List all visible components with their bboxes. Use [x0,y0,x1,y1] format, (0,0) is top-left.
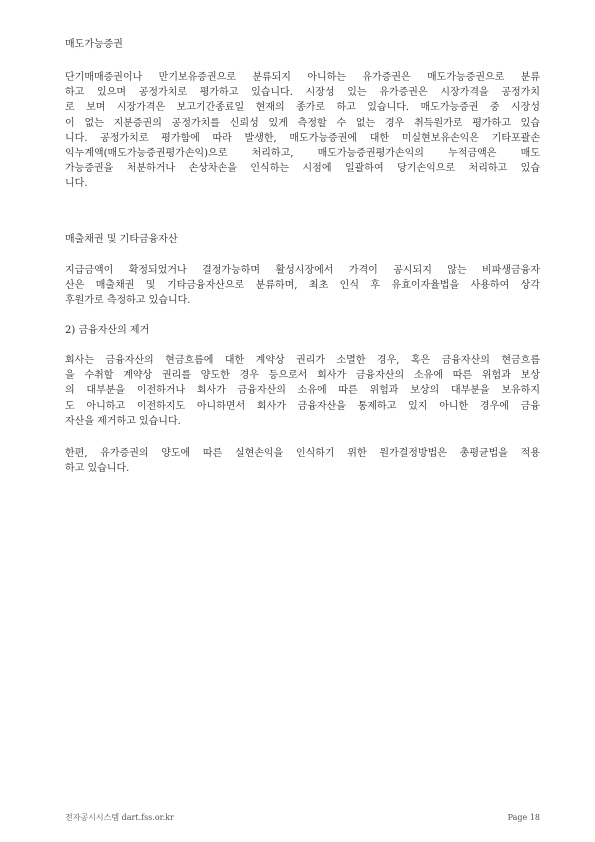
paragraph-costing-method [65,446,540,476]
text-line: 의 대부분을 이전하거나 회사가 금융자산의 소유에 따른 위험과 보상의 대부분을 보유하지 [65,385,540,397]
text-line: 로 보며 시장가격은 보고기간종료일 현재의 종가로 하고 있습니다. 매도가능증권 중 시장성 [65,102,540,114]
paragraph-afs-securities [65,70,540,192]
footer-source: 전자공시시스템 dart.fss.or.kr [65,813,174,822]
text-line: 니다. [65,178,88,190]
text-line: 단기매매증권이나 만기보유증권으로 분류되지 아니하는 유가증권은 매도가능증권으로 분류 [65,72,540,83]
section-heading-afs-securities: 매도가능증권 [65,39,123,50]
text-line: 회사는 금융자산의 현금흐름에 대한 계약상 권리가 소멸한 경우, 혹은 금융자산의 현금흐름 [65,355,540,366]
text-line: 익누계액(매도가능증권평가손익)으로 처리하고, 매도가능증권평가손익의 누적금액은 매도 [65,148,540,160]
footer-page-number: Page 18 [507,813,540,822]
text-line: 하고 있으며 공정가치로 평가하고 있습니다. 시장성 있는 유가증권은 시장가격을 공정가치 [65,87,540,99]
text-line: 후원가로 측정하고 있습니다. [65,295,191,307]
text-line: 자산을 제거하고 있습니다. [65,415,181,427]
text-line: 니다. 공정가치로 평가함에 따라 발생한, 매도가능증권에 대한 미실현보유손익은 기타포괄손 [65,132,540,144]
text-line: 산은 매출채권 및 기타금융자산으로 분류하며, 최초 인식 후 유효이자율법을 사용하여 상각 [65,280,540,292]
text-line: 한편, 유가증권의 양도에 따른 실현손익을 인식하기 위한 원가결정방법은 총평균법을 적용 [65,448,540,459]
text-line: 을 수취할 계약상 권리를 양도한 경우 등으로서 회사가 금융자산의 소유에 따른 위험과 보상 [65,370,540,382]
section-heading-derecognition: 2) 금융자산의 제거 [65,325,150,336]
text-line: 이 없는 지분증권의 공정가치를 신뢰성 있게 측정할 수 없는 경우 취득원가로 평가하고 있습 [65,117,540,129]
paragraph-derecognition [65,353,540,429]
section-heading-receivables: 매출채권 및 기타금융자산 [65,234,178,245]
text-line: 도 아니하고 이전하지도 아니하면서 회사가 금융자산을 통제하고 있지 아니한 경우에 금융 [65,400,540,412]
text-line: 가능증권을 처분하거나 손상차손을 인식하는 시점에 일괄하여 당기손익으로 처리하고 있습 [65,163,540,175]
paragraph-receivables [65,263,540,309]
text-line: 지급금액이 확정되었거나 결정가능하며 활성시장에서 가격이 공시되지 않는 비파생금융자 [65,265,540,276]
text-line: 하고 있습니다. [65,463,130,475]
